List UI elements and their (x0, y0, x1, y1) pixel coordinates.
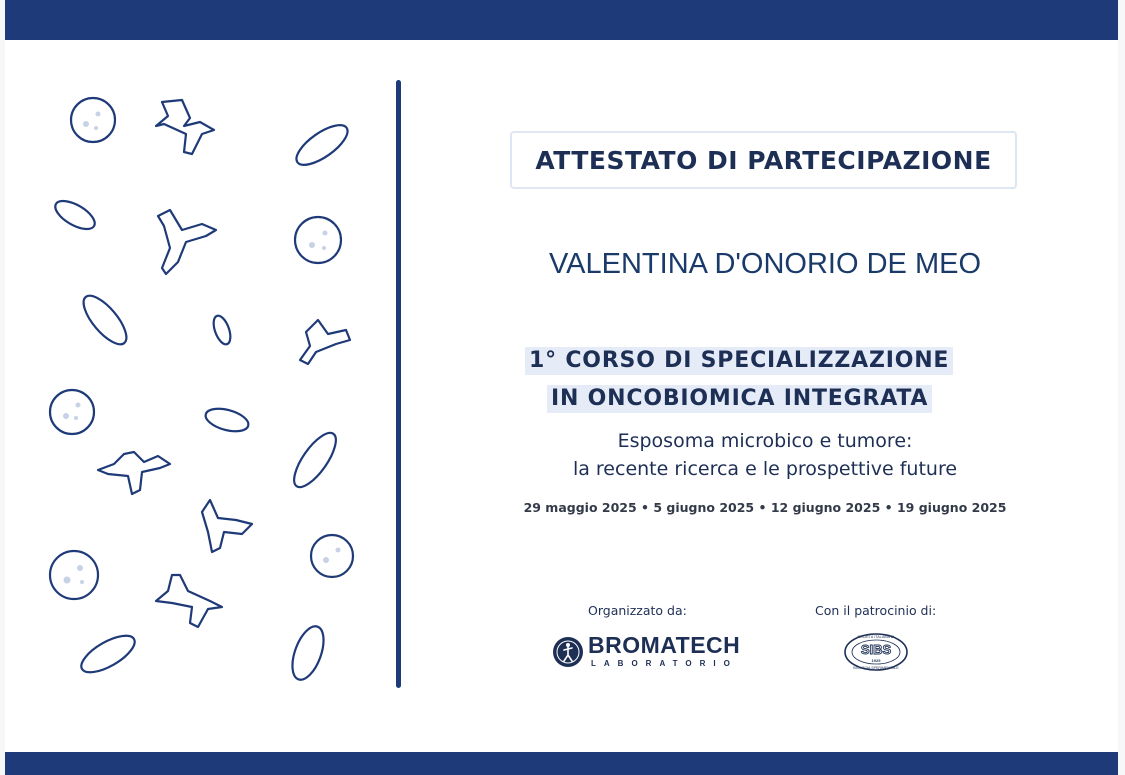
organizer-subtitle: LABORATORIO (591, 659, 738, 668)
svg-text:SOCIETÀ ITALIANA DI: SOCIETÀ ITALIANA DI (857, 635, 895, 639)
svg-text:BIOLOGIA SPERIMENTALE: BIOLOGIA SPERIMENTALE (853, 666, 899, 670)
course-title-line-2: IN ONCOBIOMICA INTEGRATA (547, 385, 932, 413)
svg-text:1925: 1925 (871, 658, 881, 663)
bottom-band (5, 752, 1118, 775)
vertical-divider (396, 80, 401, 688)
sibs-logo-icon (842, 630, 910, 674)
top-band (5, 0, 1118, 40)
bromatech-logo-icon (552, 636, 584, 668)
course-title-line-1: 1° CORSO DI SPECIALIZZAZIONE (525, 347, 953, 375)
course-subtitle-line-1: Esposoma microbico e tumore: (617, 430, 913, 452)
svg-text:SIBS: SIBS (860, 642, 892, 657)
organized-by-label: Organizzato da: (588, 603, 687, 618)
patronage-label: Con il patrocinio di: (815, 603, 937, 618)
recipient-name: VALENTINA D'ONORIO DE MEO (548, 248, 981, 280)
certificate-title: ATTESTATO DI PARTECIPAZIONE (535, 145, 992, 175)
certificate-title-box (510, 131, 1017, 189)
course-dates: 29 maggio 2025 • 5 giugno 2025 • 12 giugno 2025 • 19 giugno 2025 (523, 500, 1007, 515)
course-subtitle-line-2: la recente ricerca e le prospettive future (572, 458, 958, 480)
microbe-illustration (30, 70, 370, 710)
organizer-name: BROMATECH (588, 632, 741, 658)
